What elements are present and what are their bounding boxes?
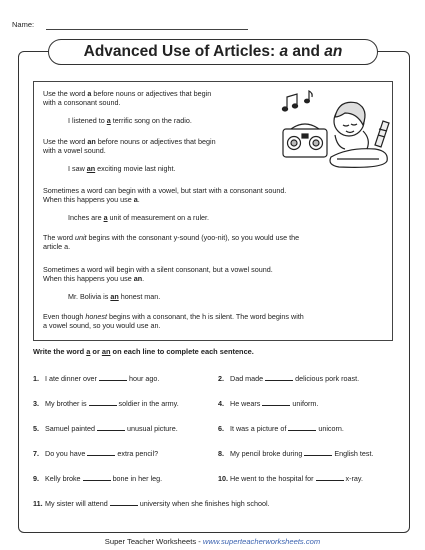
rule-2: Use the word an before nouns or adjectives that begin with a vowel sound. bbox=[43, 137, 216, 156]
answer-blank-3[interactable] bbox=[89, 399, 117, 406]
radio-icon bbox=[283, 124, 327, 157]
answer-blank-8[interactable] bbox=[304, 449, 332, 456]
answer-blank-11[interactable] bbox=[110, 499, 138, 506]
worksheet-title bbox=[48, 39, 378, 65]
footer-text: Super Teacher Worksheets - bbox=[104, 537, 203, 546]
answer-blank-2[interactable] bbox=[265, 374, 293, 381]
footer bbox=[0, 537, 425, 546]
girl-icon bbox=[330, 102, 389, 167]
answer-blank-7[interactable] bbox=[87, 449, 115, 456]
name-line[interactable] bbox=[46, 29, 248, 30]
rule-4: The word unit begins with the consonant y-sound (yoo-nit), so you would use the article a. bbox=[43, 233, 300, 252]
question-4: 4. He wears uniform. bbox=[218, 399, 319, 408]
question-9: 9. Kelly broke bone in her leg. bbox=[33, 474, 163, 483]
instructions: Write the word a or an on each line to complete each sentence. bbox=[33, 347, 254, 356]
example-3: Inches are a unit of measurement on a ruler. bbox=[68, 213, 210, 222]
example-1: I listened to a terrific song on the radio. bbox=[68, 116, 192, 125]
question-7: 7. Do you have extra pencil? bbox=[33, 449, 159, 458]
rules-box bbox=[33, 81, 393, 341]
question-3: 3. My brother is soldier in the army. bbox=[33, 399, 179, 408]
question-10: 10. He went to the hospital for x-ray. bbox=[218, 474, 363, 483]
answer-blank-1[interactable] bbox=[99, 374, 127, 381]
rule-3: Sometimes a word can begin with a vowel, but start with a consonant sound. When this happens you use a. bbox=[43, 186, 287, 205]
rule-1: Use the word a before nouns or adjectives that begin with a consonant sound. bbox=[43, 89, 212, 108]
question-2: 2. Dad made delicious pork roast. bbox=[218, 374, 360, 383]
girl-listening-radio-illustration bbox=[279, 87, 391, 179]
rule-6: Even though honest begins with a consonant, the h is silent. The word begins with a vowel sound, so you would use an. bbox=[43, 312, 304, 331]
question-5: 5. Samuel painted unusual picture. bbox=[33, 424, 178, 433]
title-a: a bbox=[279, 43, 289, 60]
music-note-icon bbox=[282, 91, 312, 111]
answer-blank-10[interactable] bbox=[316, 474, 344, 481]
example-2: I saw an exciting movie last night. bbox=[68, 164, 176, 173]
title-an: an bbox=[324, 43, 343, 60]
example-5: Mr. Bolivia is an honest man. bbox=[68, 292, 161, 301]
question-6: 6. It was a picture of unicorn. bbox=[218, 424, 344, 433]
question-8: 8. My pencil broke during English test. bbox=[218, 449, 374, 458]
name-label: Name: bbox=[12, 20, 35, 29]
title-main: Advanced Use of Articles: bbox=[83, 43, 280, 60]
title-and: and bbox=[288, 43, 325, 60]
rule-5: Sometimes a word will begin with a silent consonant, but a vowel sound. When this happens you use an. bbox=[43, 265, 273, 284]
answer-blank-5[interactable] bbox=[97, 424, 125, 431]
answer-blank-4[interactable] bbox=[262, 399, 290, 406]
question-1: 1. I ate dinner over hour ago. bbox=[33, 374, 160, 383]
question-11: 11. My sister will attend university when she finishes high school. bbox=[33, 499, 270, 508]
footer-link[interactable]: www.superteacherworksheets.com bbox=[202, 537, 321, 546]
answer-blank-9[interactable] bbox=[83, 474, 111, 481]
answer-blank-6[interactable] bbox=[288, 424, 316, 431]
